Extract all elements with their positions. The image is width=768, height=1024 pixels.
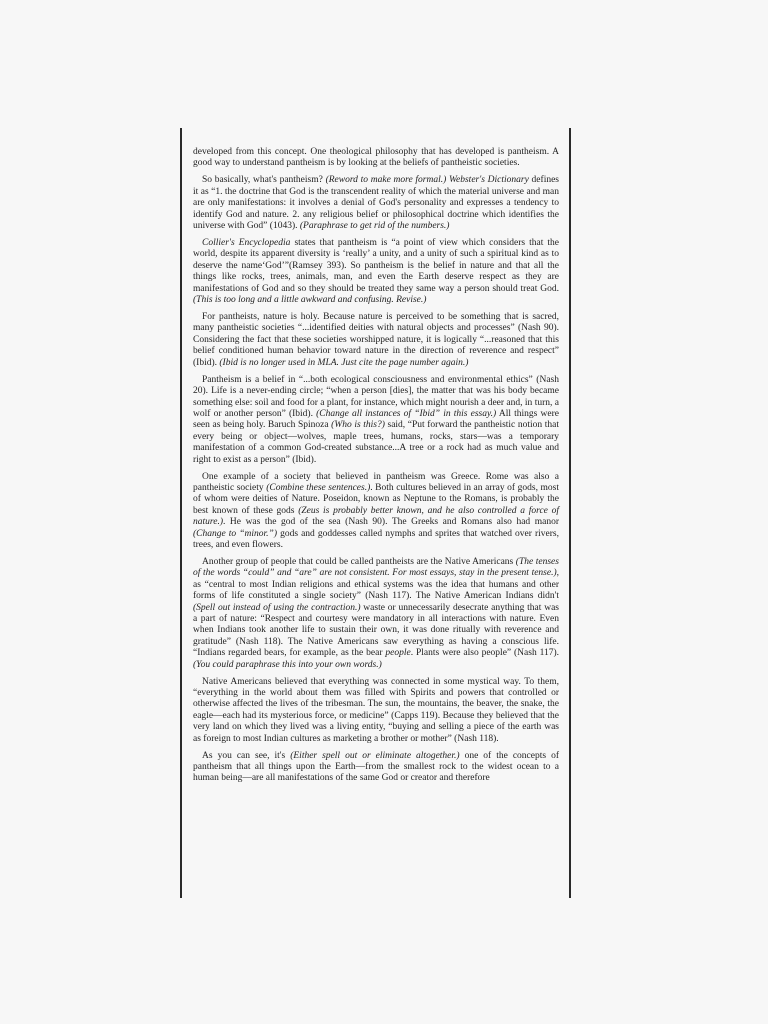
paragraph-text: developed from this concept. One theological philosophy that has developed is pantheism. A good way to understand pantheism is by looking at the beliefs of pantheistic societies. [193, 147, 559, 169]
editor-note: (Either spell out or eliminate altogether.) [290, 750, 460, 761]
paragraph-text: All things were seen as being holy. Baruch Spinoza [193, 408, 559, 431]
essay-paragraph [193, 375, 559, 466]
essay-paragraph [193, 238, 559, 306]
editor-note: (Reword to make more formal.) Webster's Dictionary [325, 175, 529, 186]
paragraph-text: said, “Put forward the pantheistic notion that every being or object—wolves, maple trees, humans, rocks, stars—was a temporary manifestation of a common God-created substance...A tree or a rock had as much value and right to exist as a person” (Ibid). [193, 420, 559, 465]
right-margin-rule [569, 128, 571, 898]
paragraph-text: states that pantheism is “a point of view which considers that the world, despite its apparent diversity is ‘really’ a unity, and a unity of such a spiritual kind as to deserve the name‘God’”(Ramsey 393). So pantheism is the belief in nature and that all the things like rocks, trees, animals, man, and even the Earth deserve respect as they are manifestations of God and so they should be treated they same way a person should treat God. [193, 238, 559, 294]
paragraph-text: . Plants were also people” (Nash 117). [410, 648, 560, 659]
paragraph-text: gods and goddesses called nymphs and sprites that watched over rivers, trees, and even flowers. [193, 528, 559, 550]
editor-note: (Who is this?) [331, 420, 385, 431]
paragraph-text: . Both cultures believed in an array of gods, most of whom were deities of Nature. Poseidon, known as Neptune to the Romans, is probably the best known of these gods [193, 482, 559, 516]
paragraph-text: waste or unnecessarily desecrate anything that was a part of nature: “Respect and courtesy were mandatory in all interactions with nature. Even when Indians took another life to sustain their own, it was done ritually with reverence and gratitude” (Nash 118). The Native Americans saw everything as having a conscious life. “Indians regarded bears, for example, as the bear [193, 602, 559, 659]
paragraph-text: As you can see, it's [202, 750, 291, 761]
paragraph-text: Pantheism is a belief in “...both ecological consciousness and environmental ethics” (Nash 20). Life is a never-ending circle; “when a person [dies], the matter that was his body became something else: soil and food for a plant, for instance, which might nourish a deer and, in turn, a wolf or another person” (Ibid). [193, 374, 559, 419]
left-margin-rule [180, 128, 182, 898]
editor-note: (Combine these sentences.) [266, 482, 371, 493]
essay-body [193, 147, 559, 790]
editor-note: (Paraphrase to get rid of the numbers.) [299, 221, 450, 232]
paragraph-text: So basically, what's pantheism? [202, 175, 326, 186]
essay-paragraph [193, 472, 559, 552]
editor-note: Collier's Encyclopedia [202, 238, 291, 249]
essay-paragraph [193, 677, 559, 745]
editor-note: (Spell out instead of using the contraction.) [193, 602, 361, 613]
paragraph-text: Native Americans believed that everything was connected in some mystical way. To them, “everything in the world about them was filled with Spirits and powers that controlled or otherwise affected the lives of the tribesman. The sun, the mountains, the beaver, the snake, the eagle—each had its mysterious force, or medicine” (Capps 119). Because they believed that the very land on which they lived was a living entity, “buying and selling a piece of the earth was as foreign to most Indian cultures as marketing a brother or mother” (Nash 118). [193, 676, 559, 744]
editor-note: (Ibid is no longer used in MLA. Just cite the page number again.) [219, 357, 469, 368]
editor-note: (Change to “minor.”) [193, 528, 277, 539]
paragraph-text: For pantheists, nature is holy. Because nature is perceived to be something that is sacred, many pantheistic societies “...identified deities with natural objects and processes” (Nash 90). Considering the fact that these societies worshipped nature, it is logically “...reasoned that this belief conditioned human behavior toward nature in the direction of reverence and respect” (Ibid). [193, 312, 559, 368]
essay-paragraph [193, 147, 559, 170]
paragraph-text: . He was the god of the sea (Nash 90). The Greeks and Romans also had manor [223, 517, 559, 528]
editor-note: (The tenses of the words “could” and “are” are not consistent. For most essays, stay in the present tense.) [193, 556, 559, 579]
essay-paragraph [193, 312, 559, 369]
essay-paragraph [193, 751, 559, 785]
editor-note: (Zeus is probably better known, and he also controlled a force of nature.) [193, 505, 559, 528]
editor-note: (This is too long and a little awkward and confusing. Revise.) [193, 295, 427, 306]
paragraph-text: defines it as “1. the doctrine that God is the transcendent reality of which the material universe and man are only manifestations: it involves a denial of God's personality and expresses a tendency to identify God and nature. 2. any religious belief or philosophical doctrine which identifies the universe with God” (1043). [193, 175, 559, 232]
paragraph-text: one of the concepts of pantheism that all things upon the Earth—from the smallest rock to the widest ocean to a human being—are all manifestations of the same God or creator and therefore [193, 750, 559, 784]
paragraph-text: Another group of people that could be called pantheists are the Native Americans [202, 556, 516, 567]
editor-note: (You could paraphrase this into your own words.) [193, 659, 382, 670]
editor-note: people [385, 648, 411, 659]
paragraph-text: One example of a society that believed in pantheism was Greece. Rome was also a pantheistic society [193, 471, 559, 493]
paragraph-text: , as “central to most Indian religions and ethical systems was the idea that humans and other forms of life constituted a single society” (Nash 117). The Native American Indians didn't [193, 568, 559, 602]
editor-note: (Change all instances of “Ibid” in this essay.) [316, 408, 497, 419]
essay-paragraph [193, 557, 559, 671]
essay-paragraph [193, 175, 559, 232]
